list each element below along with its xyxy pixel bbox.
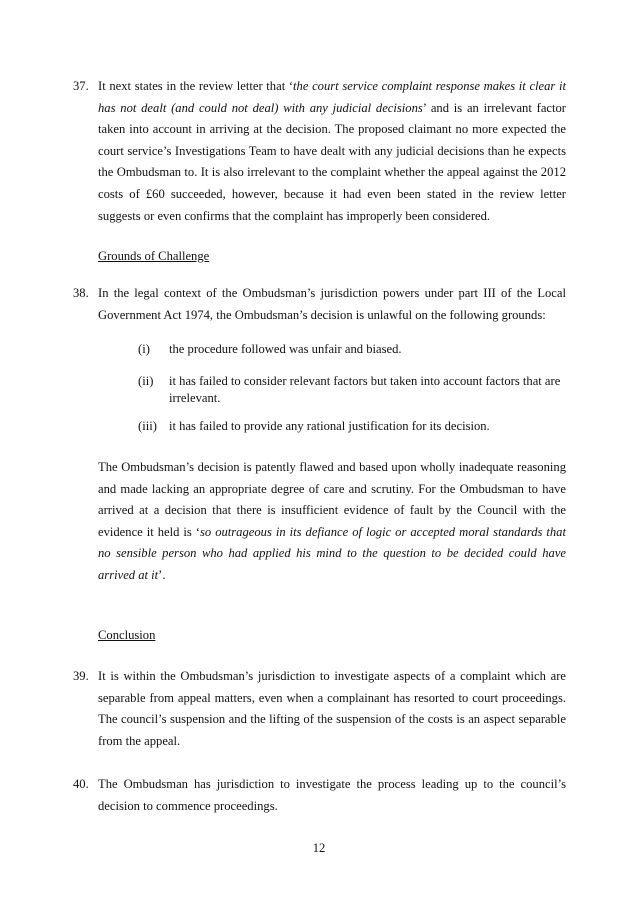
paragraph-number: 40.: [73, 777, 89, 791]
paragraph-38: [73, 283, 566, 326]
ground-number: (i): [138, 342, 150, 356]
ground-number: (ii): [138, 374, 154, 388]
paragraph-number: 39.: [73, 669, 89, 683]
paragraph-text: ’.: [158, 567, 166, 582]
quoted-text: the court service complaint response makes it clear it has not dealt (and could not deal) with any judicial decisions: [98, 79, 566, 115]
ground-item: [138, 373, 568, 407]
ground-item: [138, 418, 568, 435]
ground-text: it has failed to consider relevant factors but taken into account factors that are irrelevant.: [169, 374, 561, 405]
paragraph-text: It next states in the review letter that ‘: [98, 79, 294, 93]
paragraph-body: In the legal context of the Ombudsman’s jurisdiction powers under part III of the Local Government Act 1974, the Ombudsman’s decision is unlawful on the following grounds:: [98, 286, 566, 322]
heading-grounds-of-challenge: Grounds of Challenge: [98, 249, 210, 263]
paragraph-text: The Ombudsman’s decision is patently flawed and based upon wholly inadequate reasoning and made lacking an appropriate degree of care and scrutiny. For the Ombudsman to have arrived at a decision that there is insufficient evidence of fault by the Council with the evidence it held is ‘: [98, 460, 566, 539]
quoted-text: so outrageous in its defiance of logic or accepted moral standards that no sensible person who had applied his mind to the question to be decided could have arrived at it: [98, 524, 566, 582]
paragraph-37: [73, 76, 566, 227]
paragraph-40: [73, 774, 566, 817]
paragraph-39: [73, 666, 566, 752]
paragraph-text: ’ and is an irrelevant factor taken into account in arriving at the decision. The proposed claimant no more expected the court service’s Investigations Team to have dealt with any judicial decisions than he expects the Ombudsman to. It is also irrelevant to the complaint whether the appeal against the 2012 costs of £60 succeeded, however, because it had even been stated in the review letter suggests or even confirms that the complaint has improperly been considered.: [98, 100, 566, 223]
paragraph-body: The Ombudsman has jurisdiction to investigate the process leading up to the council’s decision to commence proceedings.: [98, 777, 566, 813]
paragraph-number: 37.: [73, 79, 89, 93]
page-number: 12: [312, 841, 326, 855]
ground-item: [138, 341, 568, 358]
ground-text: the procedure followed was unfair and biased.: [169, 342, 402, 356]
paragraph-body: It is within the Ombudsman’s jurisdiction to investigate aspects of a complaint which are separable from appeal matters, even when a complainant has resorted to court proceedings. The council’s suspension and the lifting of the suspension of the costs is an aspect separable from the appeal.: [98, 669, 566, 748]
paragraph-body: [98, 76, 566, 227]
ground-text: it has failed to provide any rational justification for its decision.: [169, 419, 490, 433]
heading-conclusion: Conclusion: [98, 628, 156, 642]
ground-number: (iii): [138, 419, 157, 433]
paragraph-flawed-decision: [98, 457, 566, 587]
paragraph-number: 38.: [73, 286, 89, 300]
